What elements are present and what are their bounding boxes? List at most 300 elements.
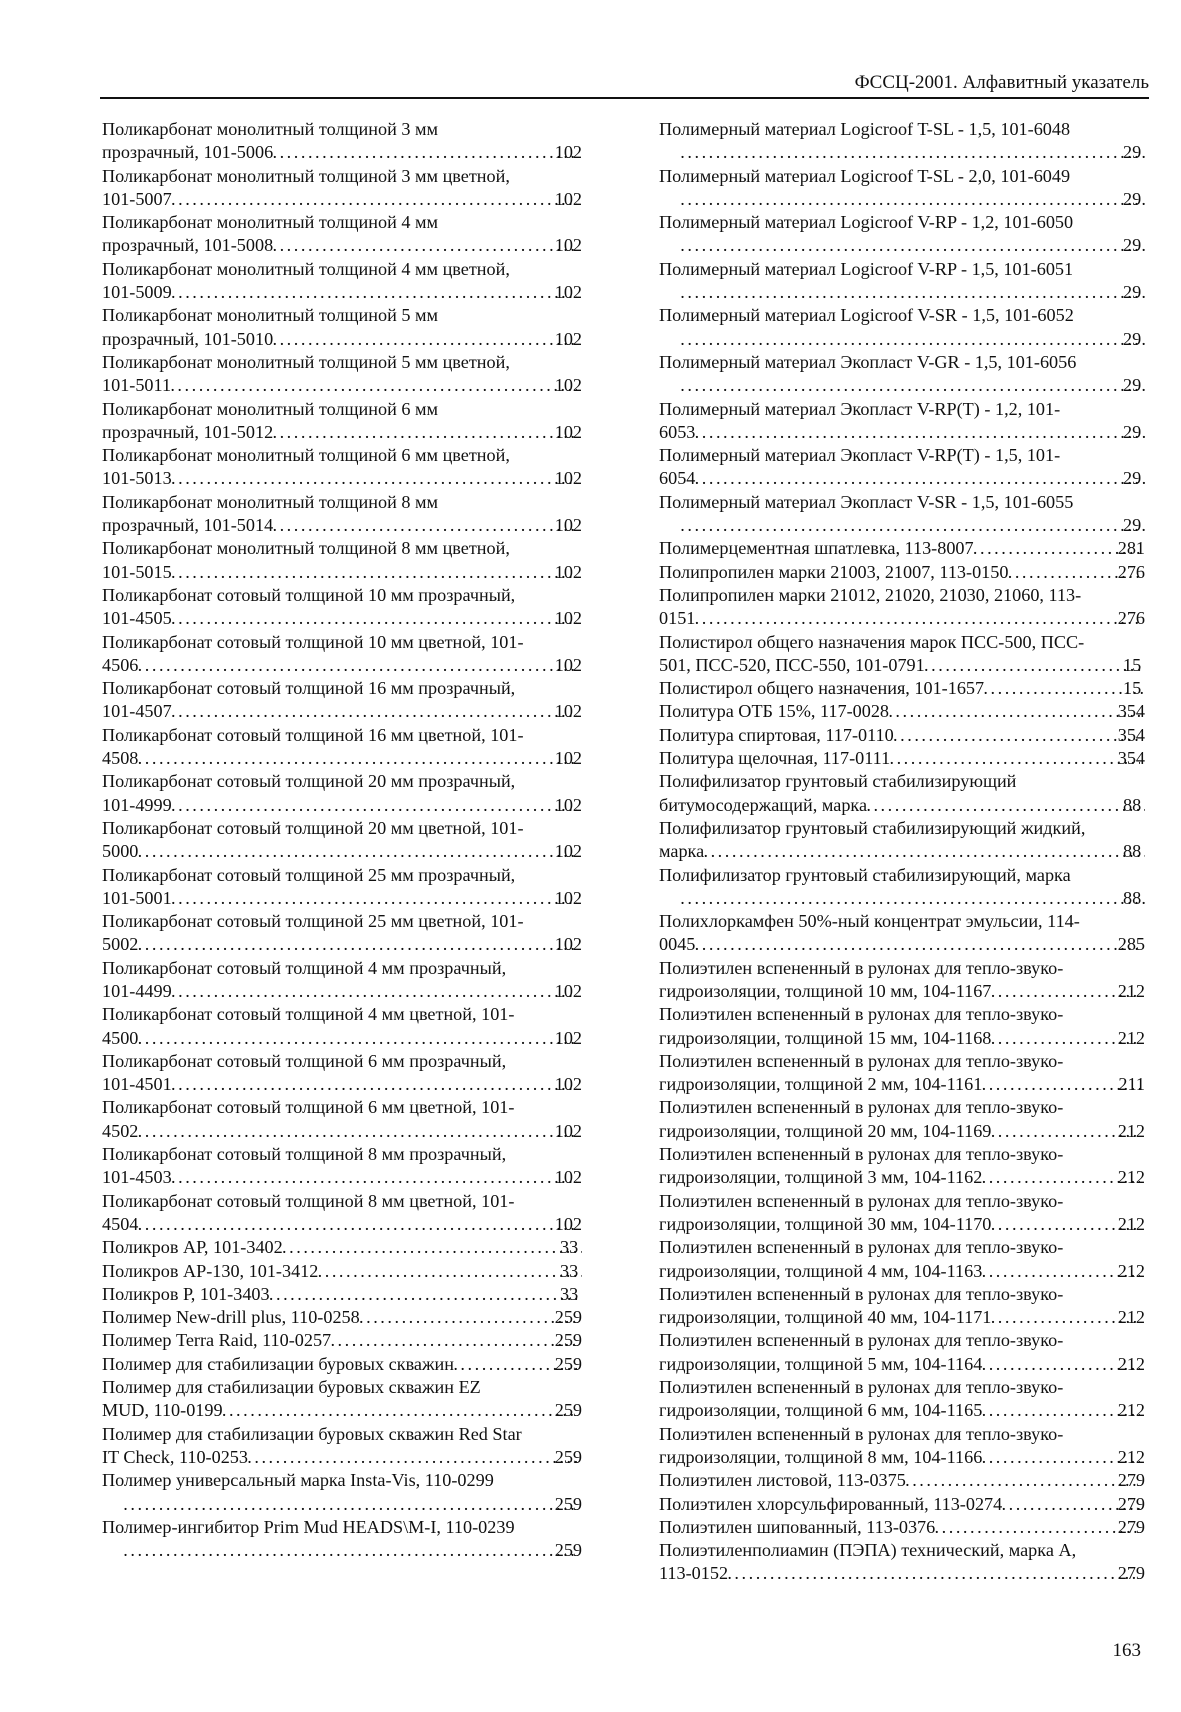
index-entry-text: Полимерный материал Logicroof V-RP - 1,5, 101-6051 bbox=[659, 258, 1074, 279]
index-entry-last-line bbox=[659, 1353, 1145, 1376]
index-entry bbox=[659, 491, 1145, 538]
index-entry-text: Политура щелочная, 117-0111 bbox=[659, 748, 891, 769]
index-entry bbox=[102, 491, 582, 538]
dot-leader bbox=[681, 188, 1145, 211]
index-entry-text: 113-0152 bbox=[659, 1563, 729, 1584]
dot-leader bbox=[172, 188, 577, 211]
index-entry-text: 101-5013 bbox=[102, 468, 172, 489]
index-page-ref: 354 bbox=[1117, 748, 1145, 769]
index-entry bbox=[659, 1003, 1145, 1050]
index-entry bbox=[102, 1050, 582, 1097]
index-entry-text: Полифилизатор грунтовый стабилизирующий, марка bbox=[659, 864, 1071, 885]
index-entry-text: Поликарбонат сотовый толщиной 4 мм цветной, 101- bbox=[102, 1004, 515, 1025]
index-entry-text: Полипропилен марки 21003, 21007, 113-0150 bbox=[659, 561, 1009, 582]
dot-leader bbox=[138, 1213, 576, 1236]
index-page-ref: 102 bbox=[554, 235, 582, 256]
index-entry-last-line bbox=[102, 700, 582, 723]
index-entry bbox=[102, 584, 582, 631]
index-entry-text: Полиэтилен хлорсульфированный, 113-0274 bbox=[659, 1493, 1003, 1514]
index-entry bbox=[659, 1096, 1145, 1143]
index-page-ref: 259 bbox=[554, 1353, 582, 1374]
index-entry-text: Поликарбонат сотовый толщиной 25 мм прозрачный, bbox=[102, 864, 516, 885]
index-entry-last-line bbox=[659, 1493, 1145, 1516]
index-page-ref: 212 bbox=[1117, 1307, 1145, 1328]
index-entry-text: Полимерный материал Экопласт V-RP(T) - 1,2, 101- bbox=[659, 398, 1061, 419]
index-entry-last-line: битумосодержащий, марка . . . 88 bbox=[681, 794, 1145, 817]
dot-leader bbox=[331, 1329, 577, 1352]
index-entry bbox=[659, 770, 1145, 817]
index-entry-text: Полимер для стабилизации буровых скважин Red Star bbox=[102, 1423, 522, 1444]
index-entry-last-line bbox=[102, 1306, 582, 1329]
index-entry-text: Политура спиртовая, 117-0110 bbox=[659, 724, 894, 745]
index-entry-text: 101-4503 bbox=[102, 1167, 172, 1188]
index-entry-last-line: марка . . . 88 bbox=[681, 840, 1145, 863]
index-page-ref: 102 bbox=[554, 328, 582, 349]
index-entry bbox=[659, 957, 1145, 1004]
index-entry-text: гидроизоляции, толщиной 20 мм, 104-1169 bbox=[659, 1120, 992, 1141]
index-entry-last-line: 501, ПСС-520, ПСС-550, 101-0791 . . . 15 bbox=[681, 654, 1145, 677]
index-entry-text: Политура ОТБ 15%, 117-0028 bbox=[659, 701, 890, 722]
index-entry-last-line bbox=[124, 1493, 582, 1516]
index-entry bbox=[102, 1143, 582, 1190]
index-entry-last-line: . . . 88 bbox=[681, 887, 1145, 910]
index-entry-text: 0151 bbox=[659, 608, 696, 629]
index-entry-last-line bbox=[102, 980, 582, 1003]
dot-leader bbox=[974, 537, 1140, 560]
index-entry-text: Полистирол общего назначения марок ПСС-500, ПСС- bbox=[659, 631, 1085, 652]
index-entry-text: IT Check, 110-0253 bbox=[102, 1446, 248, 1467]
index-page-ref: 102 bbox=[554, 1074, 582, 1095]
index-entry bbox=[659, 724, 1145, 747]
dot-leader bbox=[935, 1516, 1139, 1539]
dot-leader bbox=[223, 1399, 577, 1422]
index-entry-text: MUD, 110-0199 bbox=[102, 1400, 223, 1421]
index-entry-text: 4500 bbox=[102, 1027, 139, 1048]
index-entry-text: гидроизоляции, толщиной 40 мм, 104-1171 bbox=[659, 1307, 992, 1328]
index-page-ref: 212 bbox=[1117, 1260, 1145, 1281]
dot-leader bbox=[138, 1120, 576, 1143]
dot-leader bbox=[124, 1539, 577, 1562]
dot-leader bbox=[138, 840, 576, 863]
index-entry bbox=[659, 118, 1145, 165]
index-page-ref: 102 bbox=[554, 561, 582, 582]
index-page-ref: 212 bbox=[1117, 1167, 1145, 1188]
index-entry-text: Поликарбонат монолитный толщиной 4 мм bbox=[102, 212, 439, 233]
index-entry-last-line bbox=[102, 1027, 582, 1050]
index-entry-last-line bbox=[102, 514, 582, 537]
index-page-ref: 259 bbox=[554, 1330, 582, 1351]
index-entry-last-line: Поликров АР, 101-3402 . . . 33 bbox=[124, 1236, 582, 1259]
dot-leader bbox=[695, 421, 1145, 444]
dot-leader bbox=[318, 1260, 582, 1283]
dot-leader bbox=[273, 141, 577, 164]
index-entry-text: Полиэтилен вспененный в рулонах для тепло-звуко- bbox=[659, 1237, 1064, 1258]
index-column-left bbox=[102, 118, 582, 1562]
index-entry-text: гидроизоляции, толщиной 3 мм, 104-1162 bbox=[659, 1167, 983, 1188]
index-entry-text: 101-5007 bbox=[102, 188, 172, 209]
index-entry-text: Поликров Р, 101-3403 bbox=[102, 1283, 270, 1304]
index-entry bbox=[659, 1190, 1145, 1237]
index-entry-text: Полиэтилен вспененный в рулонах для тепло-звуко- bbox=[659, 1330, 1064, 1351]
index-page-ref: 276 bbox=[1117, 561, 1145, 582]
index-entry-last-line bbox=[659, 1073, 1145, 1096]
running-header: ФССЦ-2001. Алфавитный указатель bbox=[100, 72, 1149, 99]
index-entry-text: прозрачный, 101-5010 bbox=[102, 328, 274, 349]
index-entry bbox=[102, 1190, 582, 1237]
index-entry-last-line bbox=[102, 1446, 582, 1469]
index-entry-last-line bbox=[659, 933, 1145, 956]
index-page-ref: 102 bbox=[554, 468, 582, 489]
index-entry-last-line bbox=[659, 1213, 1145, 1236]
index-entry-last-line: 6054 . . . 29 bbox=[681, 467, 1145, 490]
index-entry-last-line bbox=[102, 747, 582, 770]
index-page-ref: 259 bbox=[554, 1493, 582, 1514]
index-entry bbox=[102, 351, 582, 398]
index-entry-last-line bbox=[659, 700, 1145, 723]
index-entry-text: Поликарбонат сотовый толщиной 10 мм цветной, 101- bbox=[102, 631, 524, 652]
index-entry-text: Полимерный материал Logicroof V-RP - 1,2, 101-6050 bbox=[659, 212, 1074, 233]
index-entry-last-line bbox=[102, 1166, 582, 1189]
index-entry-last-line bbox=[659, 607, 1145, 630]
index-entry-text: 6053 bbox=[659, 421, 696, 442]
index-entry bbox=[102, 864, 582, 911]
index-entry-text: 101-4499 bbox=[102, 980, 172, 1001]
index-entry bbox=[659, 864, 1145, 911]
dot-leader bbox=[273, 234, 577, 257]
index-entry-text: гидроизоляции, толщиной 10 мм, 104-1167 bbox=[659, 980, 992, 1001]
index-entry bbox=[102, 1329, 582, 1352]
index-entry-text: Полиэтилен вспененный в рулонах для тепло-звуко- bbox=[659, 1423, 1064, 1444]
dot-leader bbox=[982, 1446, 1139, 1469]
index-entry-text: Полифилизатор грунтовый стабилизирующий жидкий, bbox=[659, 817, 1086, 838]
index-entry bbox=[659, 677, 1145, 700]
dot-leader bbox=[172, 1073, 577, 1096]
index-entry bbox=[659, 817, 1145, 864]
index-entry-text: прозрачный, 101-5006 bbox=[102, 142, 274, 163]
index-page-ref: 102 bbox=[554, 701, 582, 722]
index-entry-text: Полиэтиленполиамин (ПЭПА) технический, марка А, bbox=[659, 1540, 1077, 1561]
dot-leader bbox=[695, 933, 1139, 956]
index-entry-text: прозрачный, 101-5012 bbox=[102, 421, 274, 442]
index-entry-text: Полиэтилен вспененный в рулонах для тепло-звуко- bbox=[659, 1283, 1064, 1304]
index-page-ref: 102 bbox=[554, 188, 582, 209]
index-entry bbox=[659, 165, 1145, 212]
index-entry bbox=[102, 1376, 582, 1423]
index-entry bbox=[102, 304, 582, 351]
index-entry-text: Поликарбонат монолитный толщиной 4 мм цветной, bbox=[102, 258, 510, 279]
index-entry-text: Полиэтилен вспененный в рулонах для тепло-звуко- bbox=[659, 1144, 1064, 1165]
index-entry bbox=[659, 444, 1145, 491]
index-entry-last-line: 6053 . . . 29 bbox=[681, 421, 1145, 444]
index-entry-last-line bbox=[659, 1306, 1145, 1329]
index-entry-text: Полиэтилен вспененный в рулонах для тепло-звуко- bbox=[659, 1004, 1064, 1025]
index-entry-text: Полимер-ингибитор Prim Mud HEADS\M-I, 110-0239 bbox=[102, 1516, 515, 1537]
index-entry-text: Поликров АР, 101-3402 bbox=[102, 1237, 283, 1258]
index-entry-last-line bbox=[102, 794, 582, 817]
dot-leader bbox=[138, 1027, 576, 1050]
index-page-ref: 354 bbox=[1117, 724, 1145, 745]
dot-leader bbox=[728, 1562, 1140, 1585]
dot-leader bbox=[172, 561, 577, 584]
index-entry bbox=[102, 677, 582, 724]
index-entry-last-line bbox=[102, 188, 582, 211]
index-entry-text: Поликарбонат монолитный толщиной 3 мм bbox=[102, 119, 439, 139]
index-page-ref: 212 bbox=[1117, 1120, 1145, 1141]
index-entry-text: 4506 bbox=[102, 654, 139, 675]
index-entry-text: 101-5011 bbox=[102, 375, 172, 396]
dot-leader bbox=[171, 374, 577, 397]
index-entry bbox=[102, 1353, 582, 1376]
index-entry-text: марка bbox=[659, 841, 705, 862]
index-entry-last-line bbox=[659, 1027, 1145, 1050]
index-entry bbox=[659, 211, 1145, 258]
index-page-ref: 102 bbox=[554, 887, 582, 908]
index-entry-text: гидроизоляции, толщиной 15 мм, 104-1168 bbox=[659, 1027, 992, 1048]
index-page-ref: 102 bbox=[554, 654, 582, 675]
index-entry-last-line: Поликров Р, 101-3403 . . . 33 bbox=[124, 1283, 582, 1306]
index-entry-last-line: . . . 29 bbox=[681, 188, 1145, 211]
index-page-ref: 102 bbox=[554, 1120, 582, 1141]
index-entry-last-line: . . . 29 bbox=[681, 234, 1145, 257]
index-entry bbox=[102, 724, 582, 771]
dot-leader bbox=[867, 794, 1145, 817]
index-page-ref: 279 bbox=[1117, 1470, 1145, 1491]
dot-leader bbox=[890, 747, 1140, 770]
index-entry bbox=[102, 258, 582, 305]
dot-leader bbox=[172, 467, 577, 490]
index-entry-last-line bbox=[659, 724, 1145, 747]
index-page-ref: 212 bbox=[1117, 1400, 1145, 1421]
index-entry-last-line: Поликров АР-130, 101-3412 . . . 33 bbox=[124, 1260, 582, 1283]
index-entry bbox=[659, 700, 1145, 723]
index-entry-last-line: . . . 29 bbox=[681, 141, 1145, 164]
index-entry-last-line bbox=[102, 281, 582, 304]
index-page-ref: 102 bbox=[554, 1027, 582, 1048]
index-page-ref: 102 bbox=[554, 1213, 582, 1234]
index-entry-text: Полиэтилен вспененный в рулонах для тепло-звуко- bbox=[659, 957, 1064, 978]
dot-leader bbox=[138, 933, 576, 956]
dot-leader bbox=[982, 1399, 1139, 1422]
index-entry-text: Полимер Terra Raid, 110-0257 bbox=[102, 1330, 332, 1351]
index-page-ref: 259 bbox=[554, 1540, 582, 1561]
dot-leader bbox=[248, 1446, 577, 1469]
index-entry-text: Полимерный материал Экопласт V-SR - 1,5, 101-6055 bbox=[659, 491, 1074, 512]
index-page-ref: 281 bbox=[1117, 538, 1145, 559]
index-entry-text: Полимерцементная шпатлевка, 113-8007 bbox=[659, 538, 974, 559]
dot-leader bbox=[982, 1166, 1139, 1189]
index-entry-text: Поликарбонат сотовый толщиной 16 мм прозрачный, bbox=[102, 678, 516, 699]
dot-leader bbox=[695, 607, 1139, 630]
index-entry-text: Поликарбонат монолитный толщиной 8 мм цветной, bbox=[102, 538, 510, 559]
index-entry-text: Полимер универсальный марка Insta-Vis, 110-0299 bbox=[102, 1470, 494, 1491]
index-entry bbox=[659, 1493, 1145, 1516]
dot-leader bbox=[889, 700, 1140, 723]
index-page-ref: 259 bbox=[554, 1400, 582, 1421]
index-entry-text: Полиэтилен вспененный в рулонах для тепло-звуко- bbox=[659, 1097, 1064, 1118]
index-entry bbox=[102, 1516, 582, 1563]
index-entry-last-line: . . . 29 bbox=[681, 374, 1145, 397]
dot-leader bbox=[138, 654, 576, 677]
index-page-ref: 102 bbox=[554, 841, 582, 862]
index-entry-last-line bbox=[102, 421, 582, 444]
index-entry-text: 101-5001 bbox=[102, 887, 172, 908]
index-entry bbox=[102, 1236, 582, 1259]
index-entry-text: 101-5015 bbox=[102, 561, 172, 582]
dot-leader bbox=[681, 234, 1145, 257]
index-entry-last-line bbox=[659, 1562, 1145, 1585]
index-entry bbox=[659, 561, 1145, 584]
index-entry-text: гидроизоляции, толщиной 6 мм, 104-1165 bbox=[659, 1400, 983, 1421]
index-entry-last-line bbox=[102, 561, 582, 584]
index-entry bbox=[102, 957, 582, 1004]
index-entry bbox=[102, 1096, 582, 1143]
index-entry bbox=[102, 165, 582, 212]
index-entry-text: Полифилизатор грунтовый стабилизирующий bbox=[659, 771, 1017, 792]
dot-leader bbox=[925, 654, 1145, 677]
index-entry-text: Полихлоркамфен 50%-ный концентрат эмульсии, 114- bbox=[659, 911, 1080, 932]
index-entry bbox=[659, 304, 1145, 351]
index-entry bbox=[659, 910, 1145, 957]
index-entry-last-line bbox=[102, 467, 582, 490]
index-page-ref: 354 bbox=[1117, 701, 1145, 722]
index-page-ref: 276 bbox=[1117, 608, 1145, 629]
dot-leader bbox=[681, 374, 1145, 397]
index-entry bbox=[659, 1329, 1145, 1376]
index-entry-text: Поликров АР-130, 101-3412 bbox=[102, 1260, 319, 1281]
index-page-ref: 259 bbox=[554, 1307, 582, 1328]
index-entry bbox=[102, 537, 582, 584]
index-entry-last-line bbox=[659, 561, 1145, 584]
index-entry-text: 4502 bbox=[102, 1120, 139, 1141]
index-entry-text: битумосодержащий, марка bbox=[659, 794, 868, 815]
index-entry-last-line bbox=[659, 1399, 1145, 1422]
index-entry-text: Полиэтилен вспененный в рулонах для тепло-звуко- bbox=[659, 1050, 1064, 1071]
index-entry-text: 0045 bbox=[659, 934, 696, 955]
index-entry-text: Полиэтилен шипованный, 113-0376 bbox=[659, 1516, 936, 1537]
index-page-ref: 102 bbox=[554, 421, 582, 442]
index-entry bbox=[659, 1143, 1145, 1190]
index-page-ref: 102 bbox=[554, 934, 582, 955]
index-page-ref: 279 bbox=[1117, 1563, 1145, 1584]
dot-leader bbox=[172, 794, 577, 817]
index-entry-last-line bbox=[102, 654, 582, 677]
index-entry bbox=[659, 1050, 1145, 1097]
index-page-ref: 102 bbox=[554, 142, 582, 163]
dot-leader bbox=[695, 467, 1145, 490]
index-entry bbox=[102, 1003, 582, 1050]
index-entry-text: Полистирол общего назначения, 101-1657 bbox=[659, 678, 985, 699]
index-entry-last-line bbox=[659, 1516, 1145, 1539]
dot-leader bbox=[681, 328, 1145, 351]
index-page-ref: 102 bbox=[554, 608, 582, 629]
dot-leader bbox=[906, 1469, 1140, 1492]
index-entry-last-line bbox=[659, 1469, 1145, 1492]
index-entry bbox=[102, 1306, 582, 1329]
index-entry-last-line bbox=[102, 1353, 582, 1376]
index-entry-text: Поликарбонат сотовый толщиной 8 мм прозрачный, bbox=[102, 1144, 507, 1165]
index-entry-text: гидроизоляции, толщиной 5 мм, 104-1164 bbox=[659, 1353, 983, 1374]
index-entry bbox=[659, 747, 1145, 770]
index-entry-text: прозрачный, 101-5014 bbox=[102, 515, 274, 536]
index-entry-text: Поликарбонат сотовый толщиной 4 мм прозрачный, bbox=[102, 957, 507, 978]
index-entry-text: 101-4999 bbox=[102, 794, 172, 815]
index-entry bbox=[659, 537, 1145, 560]
index-entry-text: Поликарбонат сотовый толщиной 10 мм прозрачный, bbox=[102, 584, 516, 605]
index-entry-text: гидроизоляции, толщиной 30 мм, 104-1170 bbox=[659, 1213, 992, 1234]
index-entry bbox=[102, 631, 582, 678]
index-entry-text: Поликарбонат сотовый толщиной 8 мм цветной, 101- bbox=[102, 1190, 515, 1211]
index-page-ref: 212 bbox=[1117, 1353, 1145, 1374]
dot-leader bbox=[172, 700, 577, 723]
index-entry-text: Поликарбонат монолитный толщиной 5 мм цветной, bbox=[102, 351, 510, 372]
index-entry-text: гидроизоляции, толщиной 2 мм, 104-1161 bbox=[659, 1074, 983, 1095]
index-page-ref: 102 bbox=[554, 375, 582, 396]
index-entry-text: Полимер для стабилизации буровых скважин EZ bbox=[102, 1377, 481, 1398]
index-entry-last-line bbox=[102, 1329, 582, 1352]
index-entry-last-line bbox=[102, 1120, 582, 1143]
index-page-ref: 102 bbox=[554, 515, 582, 536]
dot-leader bbox=[704, 840, 1145, 863]
dot-leader bbox=[982, 1353, 1139, 1376]
index-page-ref: 212 bbox=[1117, 980, 1145, 1001]
index-page-ref: 102 bbox=[554, 282, 582, 303]
index-entry-last-line bbox=[659, 1166, 1145, 1189]
index-entry-text: Поликарбонат сотовый толщиной 20 мм цветной, 101- bbox=[102, 817, 524, 838]
index-entry bbox=[102, 1260, 582, 1283]
index-entry-last-line bbox=[659, 747, 1145, 770]
index-entry bbox=[659, 1516, 1145, 1539]
index-entry-last-line bbox=[102, 234, 582, 257]
index-page-ref: 212 bbox=[1117, 1027, 1145, 1048]
index-entry-text: Поликарбонат сотовый толщиной 20 мм прозрачный, bbox=[102, 771, 516, 792]
dot-leader bbox=[681, 141, 1145, 164]
index-page-ref: 102 bbox=[554, 748, 582, 769]
dot-leader bbox=[172, 887, 577, 910]
index-entry-text: 5002 bbox=[102, 934, 139, 955]
index-entry-text: Полиэтилен вспененный в рулонах для тепло-звуко- bbox=[659, 1190, 1064, 1211]
dot-leader bbox=[681, 514, 1145, 537]
index-entry bbox=[659, 1539, 1145, 1586]
index-entry-text: Поликарбонат монолитный толщиной 5 мм bbox=[102, 305, 439, 326]
index-page-ref: 212 bbox=[1117, 1213, 1145, 1234]
index-entry-text: Полимерный материал Logicroof V-SR - 1,5, 101-6052 bbox=[659, 305, 1074, 326]
index-entry-text: Поликарбонат монолитный толщиной 6 мм цветной, bbox=[102, 445, 510, 466]
dot-leader bbox=[894, 724, 1140, 747]
index-entry bbox=[659, 258, 1145, 305]
index-entry-text: Полимер для стабилизации буровых скважин bbox=[102, 1353, 455, 1374]
index-entry-text: 6054 bbox=[659, 468, 696, 489]
index-entry-text: 101-5009 bbox=[102, 282, 172, 303]
index-page-ref: 259 bbox=[554, 1446, 582, 1467]
dot-leader bbox=[172, 980, 577, 1003]
index-entry-text: Полиэтилен вспененный в рулонах для тепло-звуко- bbox=[659, 1377, 1064, 1398]
index-entry bbox=[659, 398, 1145, 445]
index-entry-last-line bbox=[102, 1073, 582, 1096]
index-entry-text: 4508 bbox=[102, 748, 139, 769]
index-entry-last-line bbox=[102, 1399, 582, 1422]
dot-leader bbox=[273, 328, 577, 351]
index-entry-text: Поликарбонат сотовый толщиной 6 мм прозрачный, bbox=[102, 1050, 507, 1071]
index-entry-text: Полимерный материал Экопласт V-GR - 1,5, 101-6056 bbox=[659, 351, 1077, 372]
index-entry bbox=[102, 817, 582, 864]
index-entry-text: Поликарбонат монолитный толщиной 6 мм bbox=[102, 398, 439, 419]
index-entry-last-line: . . . 29 bbox=[681, 328, 1145, 351]
index-entry-text: Поликарбонат монолитный толщиной 8 мм bbox=[102, 491, 439, 512]
index-entry-last-line bbox=[659, 1120, 1145, 1143]
dot-leader bbox=[681, 887, 1145, 910]
dot-leader bbox=[982, 1260, 1139, 1283]
index-entry-last-line: Полистирол общего назначения, 101-1657 . . . 15 bbox=[681, 677, 1145, 700]
